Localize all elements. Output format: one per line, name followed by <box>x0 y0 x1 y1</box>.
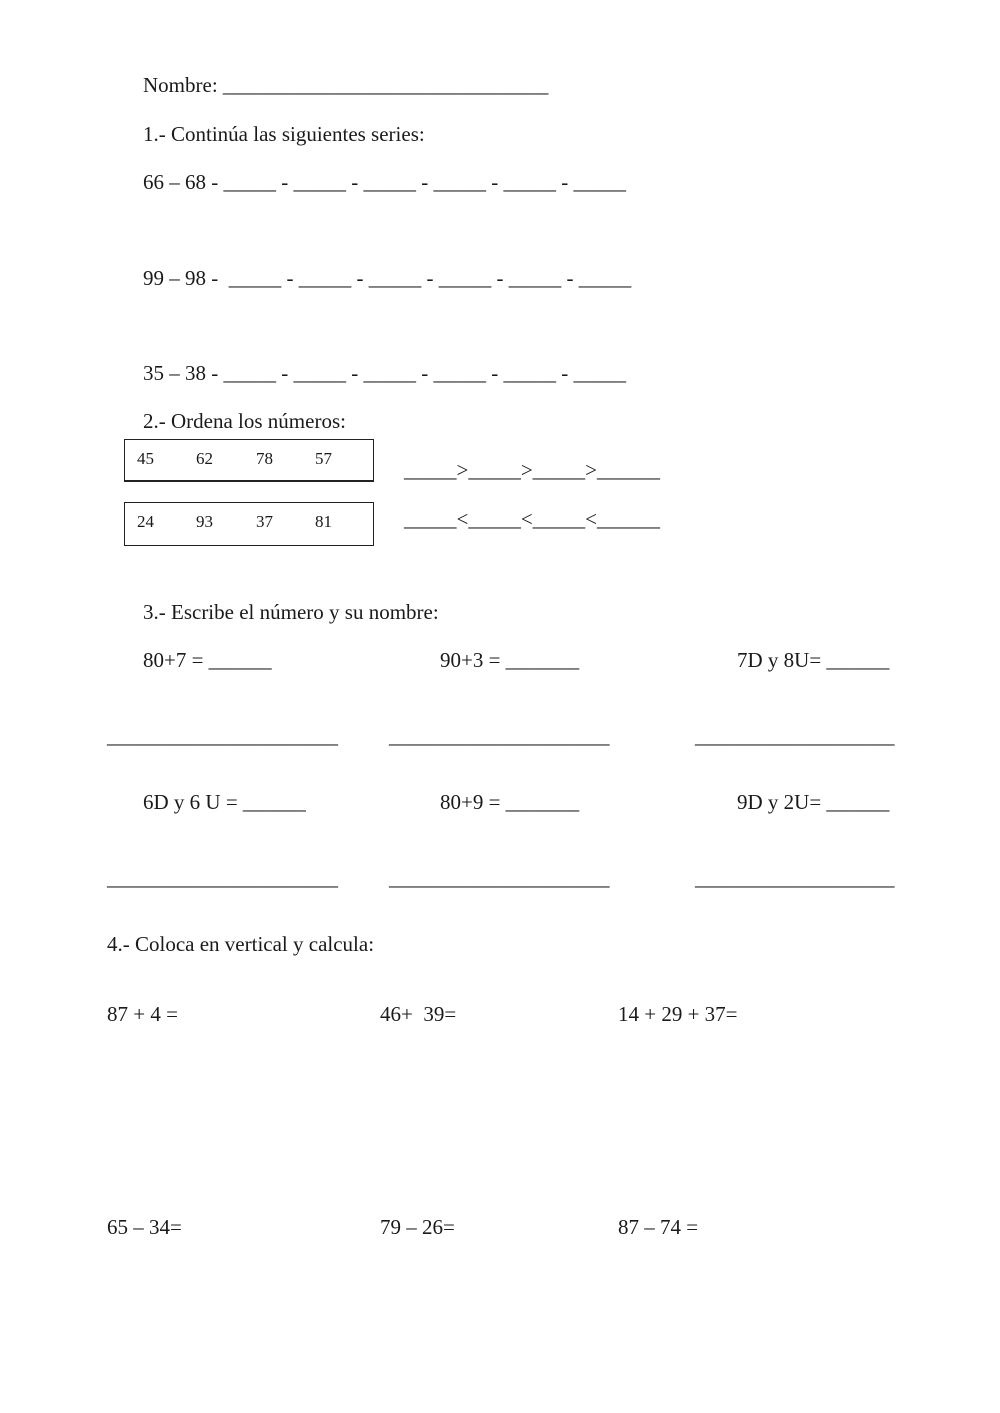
series-row-3[interactable]: 35 – 38 - _____ - _____ - _____ - _____ - _____ - _____ <box>143 361 626 385</box>
section3-title: 3.- Escribe el número y su nombre: <box>143 600 439 624</box>
section4-title: 4.- Coloca en vertical y calcula: <box>107 932 375 956</box>
calc-exercise[interactable]: 46+ 39= <box>380 1002 457 1026</box>
order-answer-2[interactable]: _____<_____<_____<______ <box>404 507 661 531</box>
series-row-2[interactable]: 99 – 98 - _____ - _____ - _____ - _____ - _____ - _____ <box>143 266 632 290</box>
number-exercise[interactable]: 9D y 2U= ______ <box>737 790 890 814</box>
name-answer-line[interactable]: ___________________ <box>695 866 895 890</box>
order-answer-1[interactable]: _____>_____>_____>______ <box>404 458 661 482</box>
name-answer-line[interactable]: _____________________ <box>389 724 610 748</box>
section1-title: 1.- Continúa las siguientes series: <box>143 122 425 146</box>
number-exercise[interactable]: 6D y 6 U = ______ <box>143 790 306 814</box>
box2-number: 24 <box>137 512 154 531</box>
box1-number: 57 <box>315 449 332 468</box>
name-field-line[interactable]: Nombre: _______________________________ <box>143 73 549 97</box>
number-exercise[interactable]: 80+9 = _______ <box>440 790 580 814</box>
name-answer-line[interactable]: ___________________ <box>695 724 895 748</box>
number-exercise[interactable]: 7D y 8U= ______ <box>737 648 890 672</box>
numbers-box-1 <box>124 439 374 482</box>
calc-exercise[interactable]: 14 + 29 + 37= <box>618 1002 738 1026</box>
calc-exercise[interactable]: 79 – 26= <box>380 1215 455 1239</box>
number-exercise[interactable]: 90+3 = _______ <box>440 648 580 672</box>
calc-exercise[interactable]: 87 – 74 = <box>618 1215 699 1239</box>
box2-number: 81 <box>315 512 332 531</box>
box2-number: 37 <box>256 512 273 531</box>
box1-number: 78 <box>256 449 273 468</box>
name-answer-line[interactable]: _____________________ <box>389 866 610 890</box>
calc-exercise[interactable]: 65 – 34= <box>107 1215 182 1239</box>
box1-number: 62 <box>196 449 213 468</box>
box2-number: 93 <box>196 512 213 531</box>
numbers-box-2 <box>124 502 374 546</box>
calc-exercise[interactable]: 87 + 4 = <box>107 1002 178 1026</box>
series-row-1[interactable]: 66 – 68 - _____ - _____ - _____ - _____ - _____ - _____ <box>143 170 626 194</box>
box1-number: 45 <box>137 449 154 468</box>
name-answer-line[interactable]: ______________________ <box>107 724 338 748</box>
section2-title: 2.- Ordena los números: <box>143 409 346 433</box>
number-exercise[interactable]: 80+7 = ______ <box>143 648 272 672</box>
name-answer-line[interactable]: ______________________ <box>107 866 338 890</box>
